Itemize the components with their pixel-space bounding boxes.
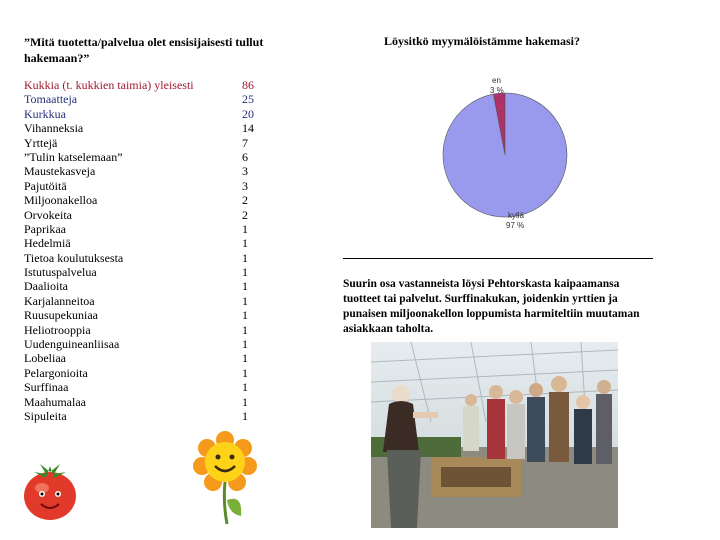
product-row [24, 92, 264, 106]
response-count: 1 [242, 322, 248, 337]
greenhouse-visitors-photo [371, 342, 618, 528]
product-row [24, 409, 264, 423]
response-count: 2 [242, 193, 248, 208]
pie-slice-kyllä [443, 93, 567, 217]
product-row [24, 222, 264, 236]
product-row [24, 208, 264, 222]
response-count: 1 [242, 408, 248, 423]
response-count: 3 [242, 164, 248, 179]
product-row [24, 150, 264, 164]
product-row [24, 179, 264, 193]
product-name: Maahumalaa [24, 394, 86, 409]
product-row [24, 279, 264, 293]
product-name: Karjalanneitoa [24, 293, 95, 308]
product-name: Daalioita [24, 279, 68, 294]
product-row [24, 380, 264, 394]
response-count: 1 [242, 250, 248, 265]
product-name: ”Tulin katselemaan” [24, 149, 123, 164]
product-row [24, 351, 264, 365]
product-name: Hedelmiä [24, 236, 71, 251]
divider [343, 258, 653, 259]
product-row [24, 107, 264, 121]
response-count: 1 [242, 380, 248, 395]
product-row [24, 294, 264, 308]
response-count: 25 [242, 92, 254, 107]
chart-question-title: Löysitkö myymälöistämme hakemasi? [384, 34, 580, 48]
product-name: Surffinaa [24, 380, 69, 395]
product-row [24, 78, 264, 92]
response-count: 1 [242, 394, 248, 409]
response-count: 3 [242, 178, 248, 193]
response-count: 1 [242, 265, 248, 280]
product-name: Miljoonakelloa [24, 193, 98, 208]
product-row [24, 236, 264, 250]
product-row [24, 121, 264, 135]
response-count: 1 [242, 221, 248, 236]
product-row [24, 251, 264, 265]
pie-label-kyllä: kyllä [508, 211, 525, 220]
response-count: 7 [242, 135, 248, 150]
product-name: Tietoa koulutuksesta [24, 250, 124, 265]
survey-question-title: ”Mitä tuotetta/palvelua olet ensisijaisesti tullut hakemaan?” [24, 35, 264, 65]
pie-label-en: en [492, 76, 501, 85]
product-name: Paprikaa [24, 221, 66, 236]
product-row [24, 395, 264, 409]
product-name: Maustekasveja [24, 164, 96, 179]
product-name: Vihanneksia [24, 121, 84, 136]
product-row [24, 366, 264, 380]
product-name: Kurkkua [24, 106, 66, 121]
response-count: 2 [242, 207, 248, 222]
product-row [24, 308, 264, 322]
product-row [24, 265, 264, 279]
product-row [24, 136, 264, 150]
product-name: Pajutöitä [24, 178, 67, 193]
response-count: 1 [242, 236, 248, 251]
product-name: Kukkia (t. kukkien taimia) yleisesti [24, 78, 194, 92]
product-name: Istutuspalvelua [24, 265, 97, 280]
response-count: 20 [242, 106, 254, 121]
response-count: 1 [242, 308, 248, 323]
product-name: Uudenguineanliisaa [24, 337, 120, 352]
product-name: Pelargonioita [24, 365, 88, 380]
response-count: 14 [242, 121, 254, 136]
pie-percent-en: 3 % [490, 86, 504, 95]
product-row [24, 323, 264, 337]
product-name: Heliotrooppia [24, 322, 91, 337]
product-name: Tomaatteja [24, 92, 78, 107]
yes-no-pie-chart [440, 74, 570, 236]
product-name: Ruusupekuniaa [24, 308, 98, 323]
response-count: 1 [242, 351, 248, 366]
response-count: 1 [242, 337, 248, 352]
response-count: 1 [242, 365, 248, 380]
product-name: Lobeliaa [24, 351, 66, 366]
product-name: Yrttejä [24, 135, 58, 150]
summary-text: Suurin osa vastanneista löysi Pehtorskasta kaipaamansa tuotteet tai palvelut. Surffinakukan, joidenkin yrttien ja punaisen miljoonakellon loppumista harmiteltiin muutaman asiakkaan taholta. [343, 278, 640, 335]
pie-percent-kyllä: 97 % [506, 221, 525, 230]
response-count: 6 [242, 149, 248, 164]
response-count: 1 [242, 293, 248, 308]
response-count: 1 [242, 279, 248, 294]
product-row [24, 164, 264, 178]
tomato-mascot-image [22, 460, 78, 522]
product-name: Sipuleita [24, 408, 67, 423]
flower-mascot-image [193, 430, 257, 526]
response-count: 86 [242, 78, 254, 92]
product-row [24, 193, 264, 207]
product-list [24, 78, 264, 423]
product-row [24, 337, 264, 351]
product-name: Orvokeita [24, 207, 72, 222]
